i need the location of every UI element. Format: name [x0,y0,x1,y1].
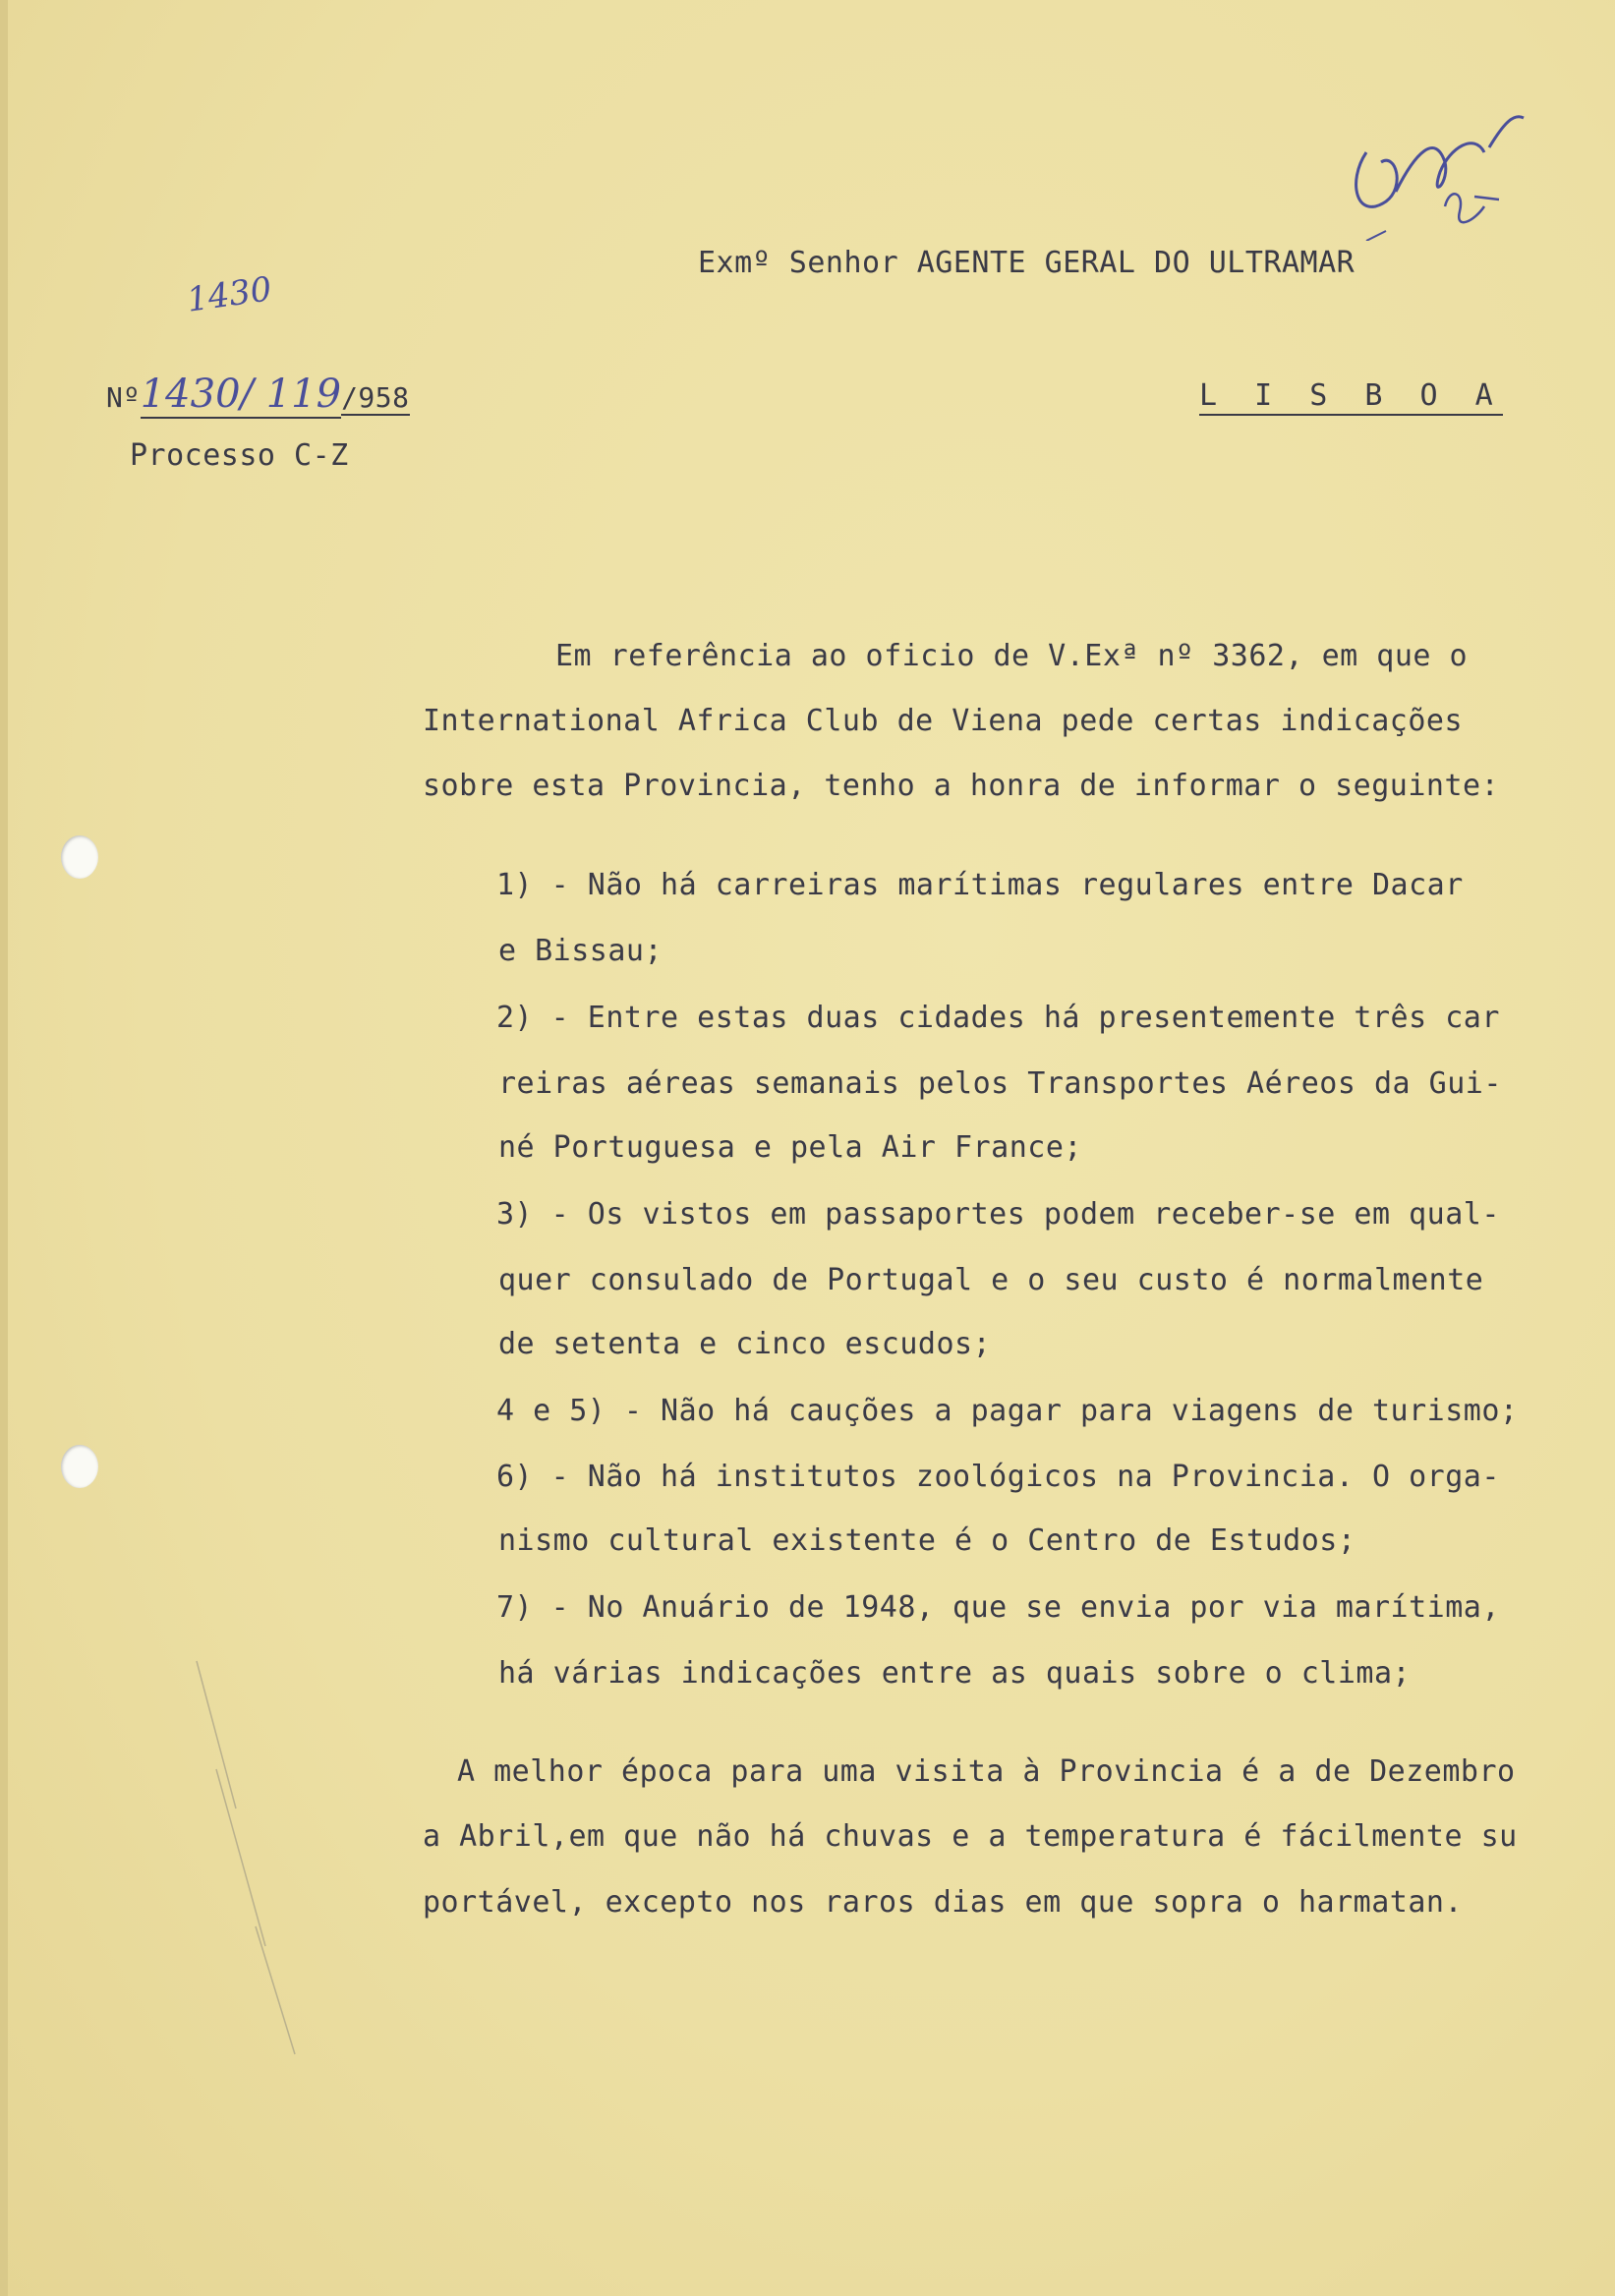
item-line: de setenta e cinco escudos; [498,1327,992,1361]
item-line: 7) - No Anuário de 1948, que se envia por via marítima, [496,1590,1500,1625]
addressee: Exmº Senhor AGENTE GERAL DO ULTRAMAR [698,246,1355,280]
item-line: nismo cultural existente é o Centro de Estudos; [498,1523,1356,1558]
item-line: 3) - Os vistos em passaportes podem receber-se em qual- [496,1197,1500,1232]
city: L I S B O A [1199,378,1503,416]
closing-line: portável, excepto nos raros dias em que sopra o harmatan. [423,1885,1464,1920]
reference-number [106,372,410,417]
item-line: né Portuguesa e pela Air France; [498,1130,1082,1165]
punch-hole-top [61,835,98,879]
number-prefix: Nº [106,381,141,414]
punch-hole-bottom [61,1445,98,1488]
item-line: 2) - Entre estas duas cidades há presentemente três car [496,1001,1500,1035]
item-line: há várias indicações entre as quais sobre o clima; [498,1656,1412,1691]
number-handwritten: 1430/ 119 [140,372,342,417]
item-line: 4 e 5) - Não há cauções a pagar para viagens de turismo; [496,1394,1519,1428]
margin-pencil-marks [177,1651,315,2064]
item-line: 1) - Não há carreiras marítimas regulares entre Dacar [496,868,1464,902]
intro-line: sobre esta Provincia, tenho a honra de informar o seguinte: [423,769,1500,803]
item-line: e Bissau; [498,934,663,968]
item-line: reiras aéreas semanais pelos Transportes Aéreos da Gui- [498,1066,1502,1101]
handwritten-number-note: 1430 [184,269,274,320]
intro-line: International Africa Club de Viena pede certas indicações [423,704,1464,738]
process-reference: Processo C-Z [130,438,349,473]
number-year: /958 [341,381,410,414]
item-line: quer consulado de Portugal e o seu custo é normalmente [498,1263,1484,1297]
signature-mark [1327,93,1543,241]
closing-line: A melhor época para uma visita à Provincia é a de Dezembro [457,1754,1516,1789]
intro-line: Em referência ao oficio de V.Exª nº 3362, em que o [555,639,1469,673]
item-line: 6) - Não há institutos zoológicos na Provincia. O orga- [496,1460,1500,1494]
paper-edge [0,0,8,2296]
closing-line: a Abril,em que não há chuvas e a temperatura é fácilmente su [423,1819,1518,1854]
